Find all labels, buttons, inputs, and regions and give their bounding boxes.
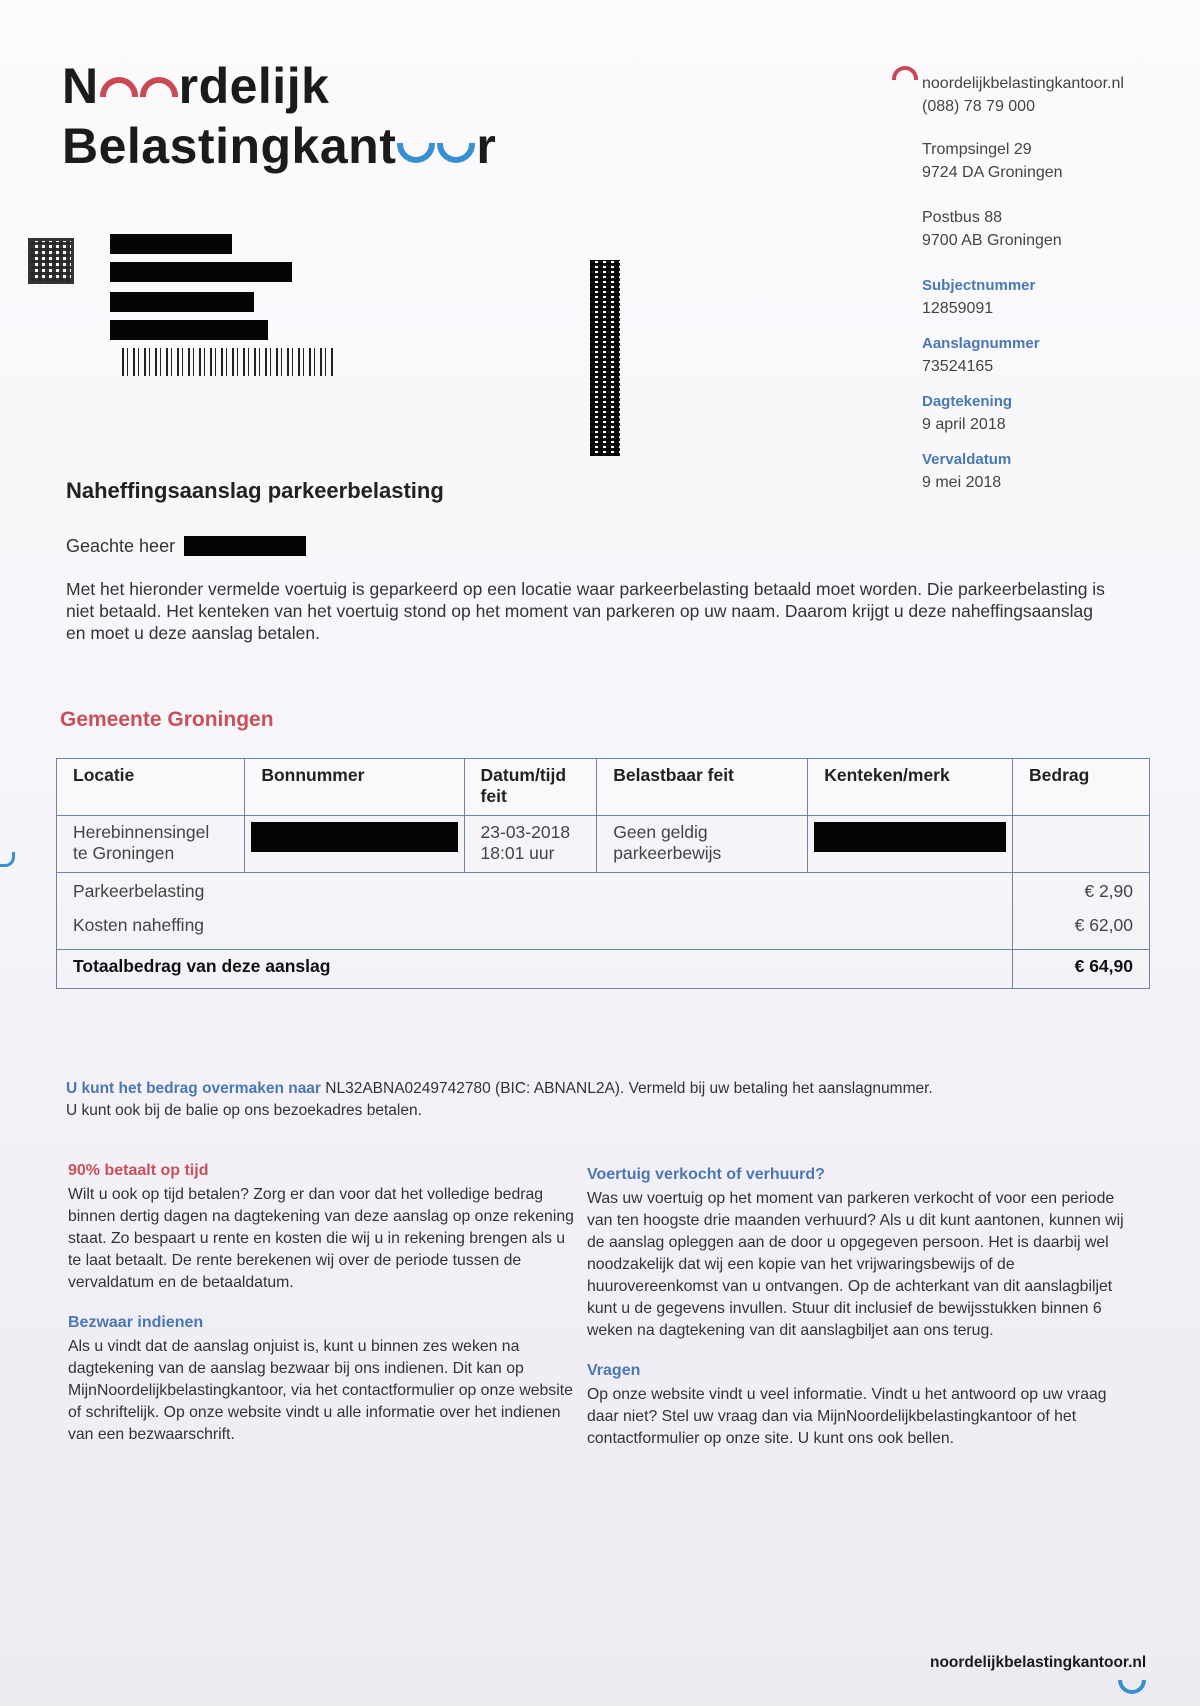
redacted-address-line — [110, 292, 254, 312]
logo-blue-arc-icon — [397, 143, 435, 163]
bezwaar-text: Als u vindt dat de aanslag onjuist is, kunt u binnen zes weken na dagtekening van de aanslag bezwaar bij ons indienen. Dit kan op MijnNoordelijkbelastingkantoor, via het contactformulier op onze website of schriftelijk. Op onze website vindt u alle informatie over het indienen van een bezwaarschrift. — [68, 1338, 573, 1443]
total-label: Totaalbedrag van deze aanslag — [57, 950, 1013, 989]
cell-datum-date: 23-03-2018 — [480, 822, 571, 842]
line-kosten-naheffing — [57, 911, 1150, 950]
sender-phone: (088) 78 79 000 — [922, 98, 1035, 115]
redacted-name — [184, 536, 306, 556]
bezwaar-title: Bezwaar indienen — [68, 1314, 204, 1331]
logo-text-2b: r — [476, 118, 497, 174]
payment-info — [66, 1078, 1146, 1122]
cell-bedrag — [1013, 816, 1150, 873]
logo — [62, 56, 496, 176]
municipality-heading: Gemeente Groningen — [60, 708, 274, 731]
logo-blue-arc-icon — [437, 143, 475, 163]
bezwaar-block — [68, 1312, 578, 1446]
logo-red-arc-icon — [100, 77, 138, 97]
brand-arc-icon — [892, 66, 918, 80]
sender-postbus-city: 9700 AB Groningen — [922, 232, 1062, 249]
ontime-title: 90% betaalt op tijd — [68, 1162, 209, 1179]
vragen-title: Vragen — [587, 1362, 641, 1379]
vragen-block — [587, 1360, 1127, 1450]
qr-code-icon — [28, 238, 74, 284]
redacted-bonnummer — [251, 822, 457, 852]
line-amount: € 62,00 — [1013, 911, 1150, 950]
cell-feit: Geen geldig parkeerbewijs — [597, 816, 808, 873]
footer-website: noordelijkbelastingkantoor.nl — [930, 1654, 1147, 1671]
info-right-column — [587, 1164, 1127, 1466]
document-title: Naheffingsaanslag parkeerbelasting — [66, 478, 444, 503]
intro-paragraph: Met het hieronder vermelde voertuig is geparkeerd op een locatie waar parkeerbelasting betaald moet worden. Die parkeerbelasting is niet betaald. Het kenteken van het voertuig stond op het moment van parkeren op uw naam. Daarom krijgt u deze naheffingsaanslag en moet u deze aanslag betalen. — [66, 579, 1105, 643]
payment-line2: U kunt ook bij de balie op ons bezoekadres betalen. — [66, 1102, 422, 1119]
th-datum: Datum/tijd feit — [464, 759, 597, 816]
fold-mark-icon — [0, 852, 15, 867]
aanslagnummer-label: Aanslagnummer — [922, 335, 1040, 352]
subjectnummer-label: Subjectnummer — [922, 277, 1036, 294]
table-header-row — [57, 759, 1150, 816]
logo-red-arc-icon — [140, 77, 178, 97]
redacted-address-line — [110, 234, 232, 254]
redacted-address-line — [110, 320, 268, 340]
footer-arc-icon — [1118, 1680, 1146, 1694]
total-row — [57, 950, 1150, 989]
verkocht-title: Voertuig verkocht of verhuurd? — [587, 1166, 825, 1183]
vertical-barcode-icon — [590, 260, 620, 456]
salutation-text: Geachte heer — [66, 536, 176, 556]
assessment-table — [56, 758, 1150, 989]
cell-datum-time: 18:01 uur — [480, 843, 555, 863]
verkocht-text: Was uw voertuig op het moment van parkeren verkocht of voor een periode van ten hoogste drie maanden verhuurd? Als u dit kunt aantonen, kunnen wij de aanslag opleggen aan de door u opgegeven persoon. Het is daarbij wel noodzakelijk dat wij een kopie van het vrijwaringsbewijs of de huurovereenkomst van u ontvangen. Op de achterkant van dit aanslagbiljet kunt u de gegevens invullen. Stuur dit inclusief de bewijsstukken binnen 6 weken na dagtekening van dit aanslagbiljet aan ons terug. — [587, 1190, 1124, 1339]
vervaldatum-label: Vervaldatum — [922, 451, 1012, 468]
cell-bonnummer — [245, 816, 464, 873]
redacted-kenteken — [814, 822, 1006, 852]
total-amount: € 64,90 — [1013, 950, 1150, 989]
sender-city: 9724 DA Groningen — [922, 164, 1063, 181]
postal-barcode-icon — [122, 348, 334, 376]
logo-text-1a: N — [62, 58, 99, 114]
sender-postbus: Postbus 88 — [922, 209, 1003, 226]
subjectnummer-value: 12859091 — [922, 300, 994, 317]
th-locatie: Locatie — [57, 759, 245, 816]
sender-street: Trompsingel 29 — [922, 141, 1032, 158]
th-bedrag: Bedrag — [1013, 759, 1150, 816]
logo-text-2a: Belastingkant — [62, 118, 397, 174]
redacted-address-line — [110, 262, 292, 282]
th-bonnummer: Bonnummer — [245, 759, 464, 816]
salutation — [66, 536, 306, 557]
dagtekening-value: 9 april 2018 — [922, 416, 1006, 433]
ontime-text: Wilt u ook op tijd betalen? Zorg er dan voor dat het volledige bedrag binnen dertig dagen na dagtekening van deze aanslag op onze rekening staat. Zo bespaart u rente en kosten die wij u in rekening brengen als u te laat betaalt. De rente berekenen wij over de periode tussen de vervaldatum en de betaaldatum. — [68, 1186, 574, 1291]
info-left-column — [68, 1160, 578, 1462]
vervaldatum-value: 9 mei 2018 — [922, 474, 1002, 491]
dagtekening-label: Dagtekening — [922, 393, 1013, 410]
line-parkeerbelasting — [57, 873, 1150, 912]
verkocht-block — [587, 1164, 1127, 1342]
logo-text-1b: rdelijk — [178, 58, 330, 114]
sender-info — [922, 72, 1124, 506]
cell-locatie: Herebinnensingel te Groningen — [57, 816, 245, 873]
payment-iban: NL32ABNA0249742780 (BIC: ABNANL2A). Vermeld bij uw betaling het aanslagnummer. — [325, 1080, 933, 1097]
th-kenteken: Kenteken/merk — [808, 759, 1013, 816]
th-feit: Belastbaar feit — [597, 759, 808, 816]
payment-lead: U kunt het bedrag overmaken naar — [66, 1080, 321, 1097]
cell-datum — [464, 816, 597, 873]
line-label: Kosten naheffing — [57, 911, 1013, 950]
line-label: Parkeerbelasting — [57, 873, 1013, 912]
aanslagnummer-value: 73524165 — [922, 358, 994, 375]
sender-website: noordelijkbelastingkantoor.nl — [922, 75, 1124, 92]
cell-kenteken — [808, 816, 1013, 873]
line-amount: € 2,90 — [1013, 873, 1150, 912]
ontime-block — [68, 1160, 578, 1294]
table-row — [57, 816, 1150, 873]
vragen-text: Op onze website vindt u veel informatie. Vindt u het antwoord op uw vraag daar niet? Stel uw vraag dan via MijnNoordelijkbelastingkantoor of het contactformulier op onze site. U kunt ons ook bellen. — [587, 1386, 1107, 1447]
